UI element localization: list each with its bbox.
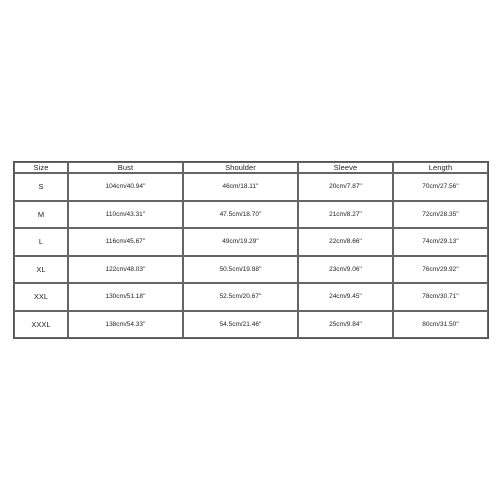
bust-cell: 138cm/54.33'' <box>68 311 183 339</box>
table-row <box>14 256 488 284</box>
bust-cell: 116cm/45.67'' <box>68 228 183 256</box>
size-cell: XXL <box>14 283 68 311</box>
length-cell: 76cm/29.92'' <box>393 256 488 284</box>
shoulder-cell: 52.5cm/20.67'' <box>183 283 298 311</box>
table-row <box>14 283 488 311</box>
sleeve-cell: 20cm/7.87'' <box>298 173 393 201</box>
header-row <box>14 162 488 173</box>
size-cell: XL <box>14 256 68 284</box>
header-bust: Bust <box>68 162 183 173</box>
size-cell: M <box>14 201 68 229</box>
header-shoulder: Shoulder <box>183 162 298 173</box>
bust-cell: 130cm/51.18'' <box>68 283 183 311</box>
header-sleeve: Sleeve <box>298 162 393 173</box>
bust-cell: 110cm/43.31'' <box>68 201 183 229</box>
length-cell: 72cm/28.35'' <box>393 201 488 229</box>
shoulder-cell: 47.5cm/18.70'' <box>183 201 298 229</box>
header-length: Length <box>393 162 488 173</box>
sleeve-cell: 22cm/8.66'' <box>298 228 393 256</box>
length-cell: 80cm/31.50'' <box>393 311 488 339</box>
table-row <box>14 228 488 256</box>
sleeve-cell: 25cm/9.84'' <box>298 311 393 339</box>
header-size: Size <box>14 162 68 173</box>
length-cell: 78cm/30.71'' <box>393 283 488 311</box>
shoulder-cell: 54.5cm/21.46'' <box>183 311 298 339</box>
sleeve-cell: 24cm/9.45'' <box>298 283 393 311</box>
table-row <box>14 201 488 229</box>
length-cell: 70cm/27.56'' <box>393 173 488 201</box>
sleeve-cell: 21cm/8.27'' <box>298 201 393 229</box>
size-cell: XXXL <box>14 311 68 339</box>
length-cell: 74cm/29.13'' <box>393 228 488 256</box>
bust-cell: 122cm/48.03'' <box>68 256 183 284</box>
size-cell: L <box>14 228 68 256</box>
size-chart-table <box>13 161 489 339</box>
shoulder-cell: 49cm/19.29'' <box>183 228 298 256</box>
table-row <box>14 311 488 339</box>
shoulder-cell: 50.5cm/19.88'' <box>183 256 298 284</box>
table-row <box>14 173 488 201</box>
bust-cell: 104cm/40.94'' <box>68 173 183 201</box>
size-cell: S <box>14 173 68 201</box>
sleeve-cell: 23cm/9.06'' <box>298 256 393 284</box>
shoulder-cell: 46cm/18.11'' <box>183 173 298 201</box>
